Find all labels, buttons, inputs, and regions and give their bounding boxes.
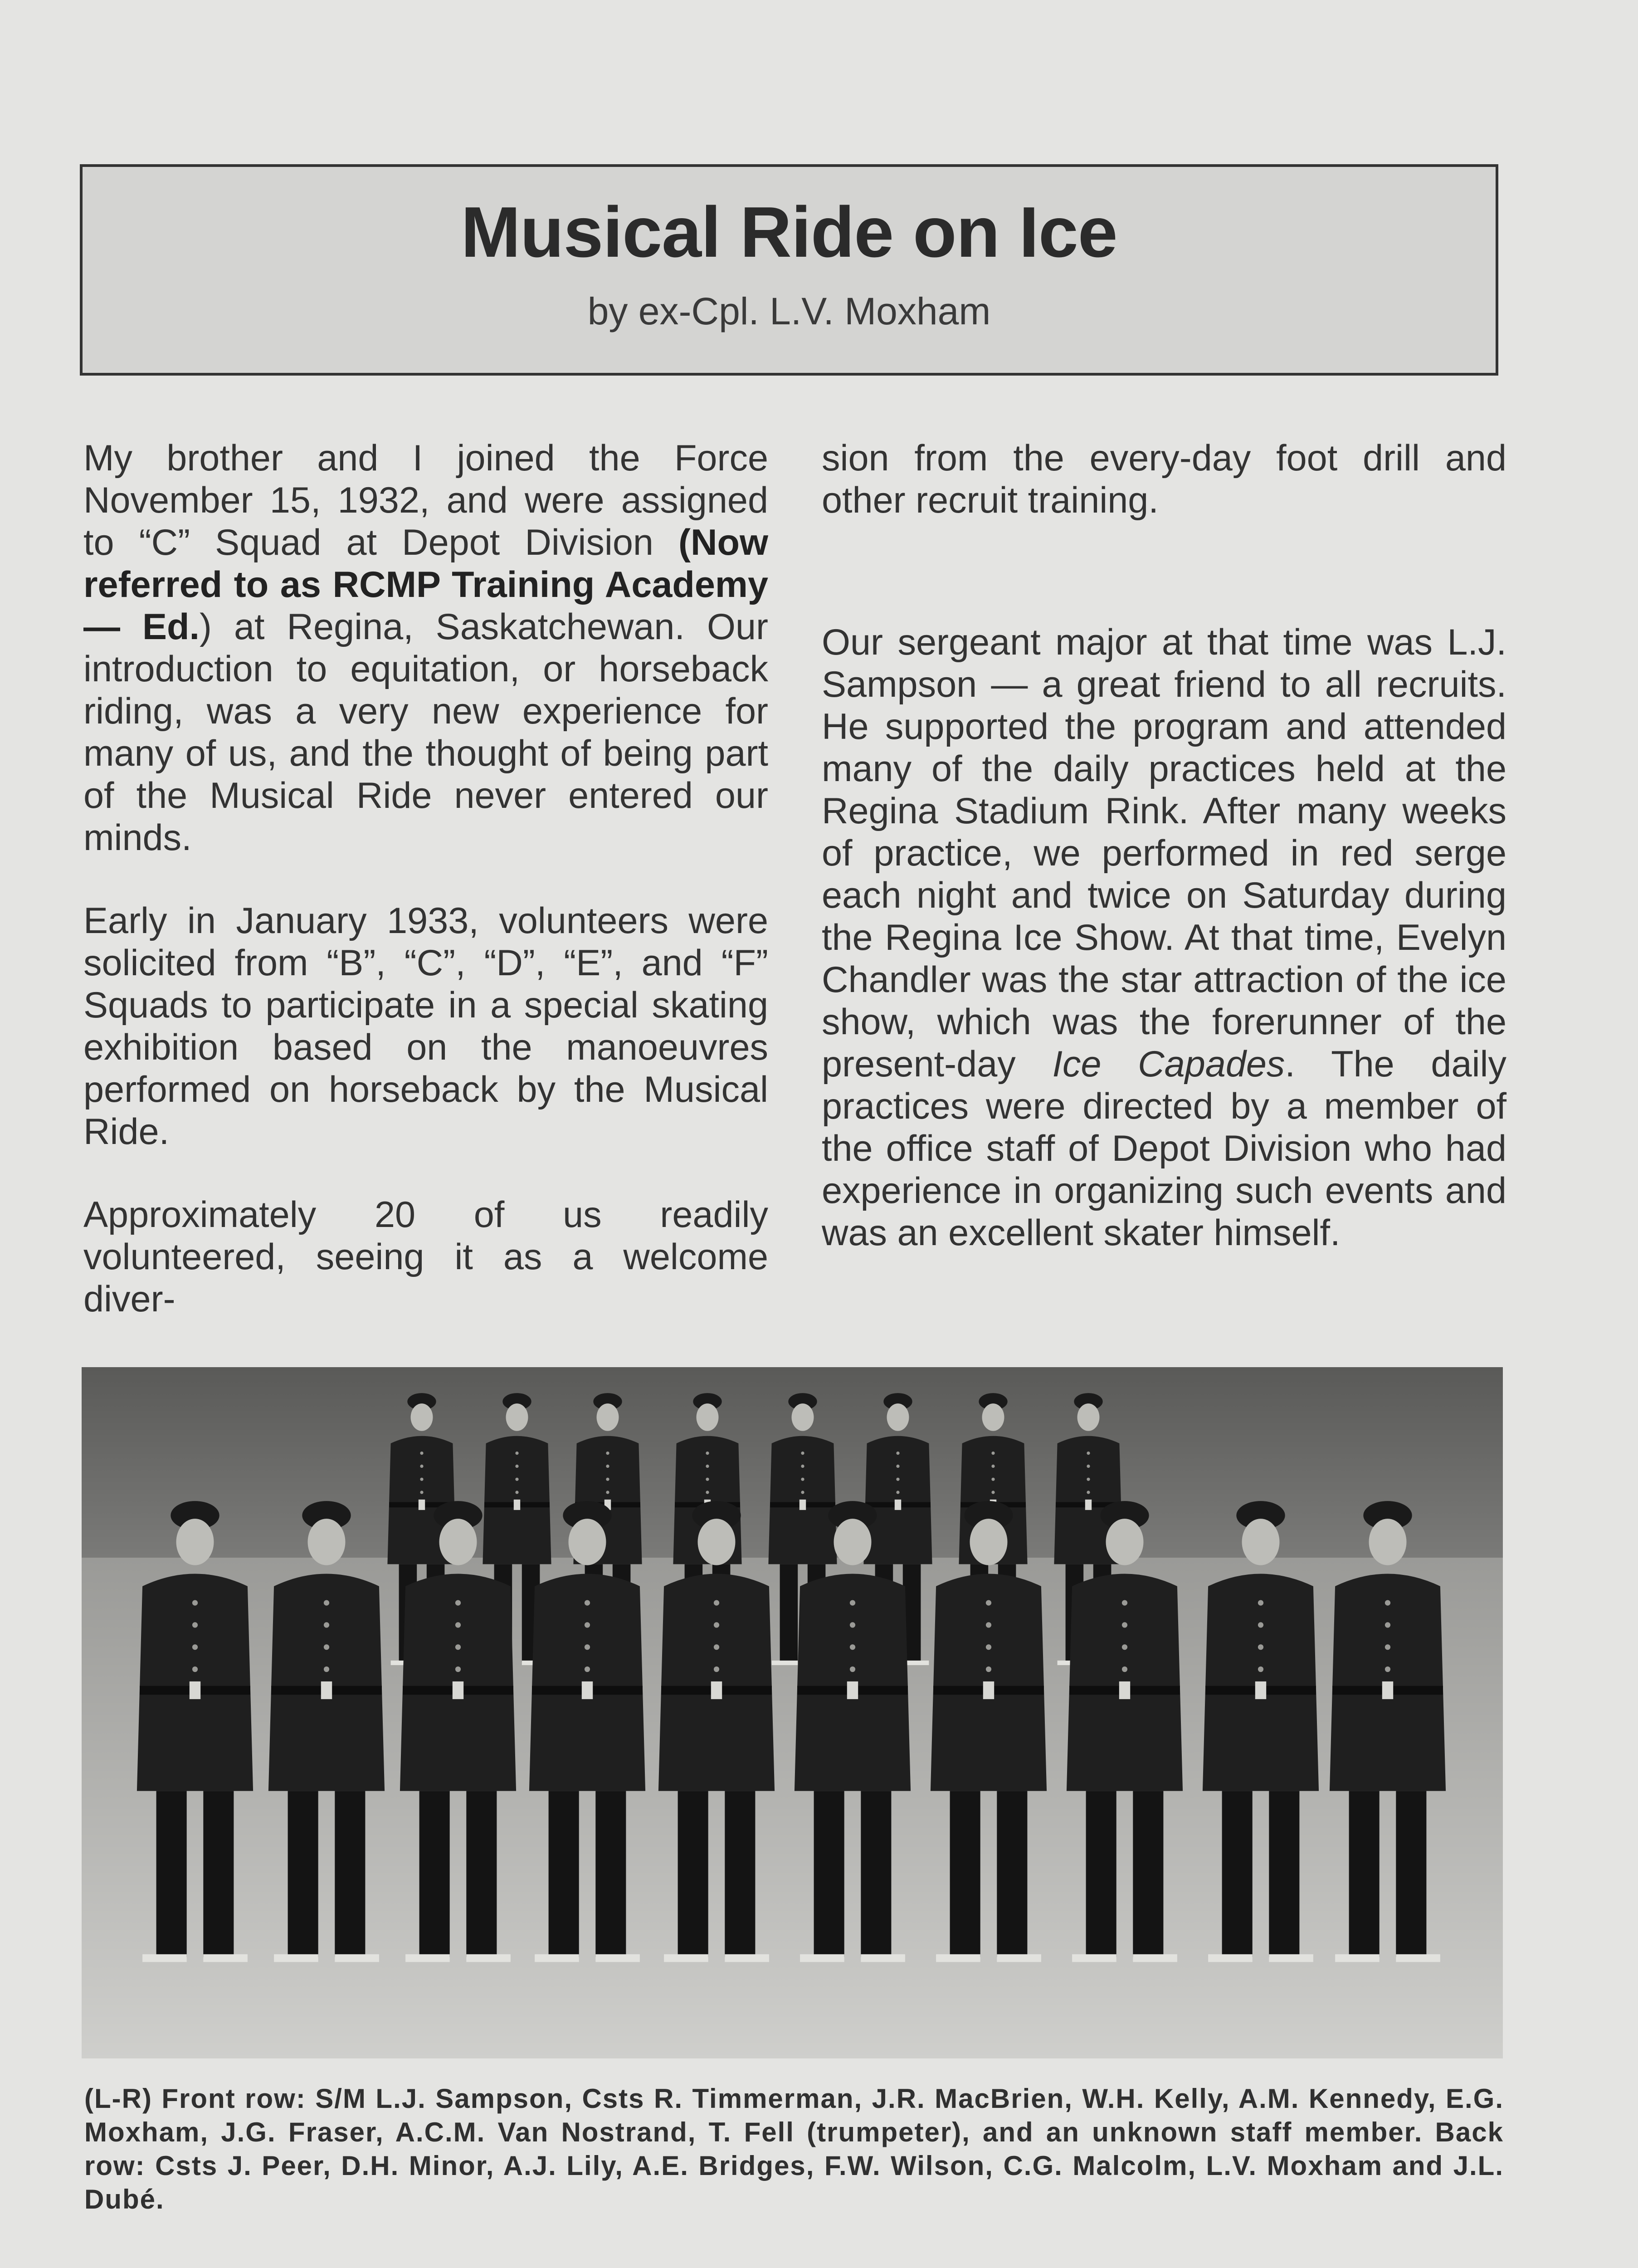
left-p1-text-b: ) at Regina, Saskatchewan. Our introduction to equitation, or horseback riding, was a very new experience for many of us, and the thought of being part of the Musical Ride never entered our minds.	[83, 606, 768, 858]
article-title: Musical Ride on Ice	[461, 192, 1117, 272]
editor-note-inline: (Now referred to as RCMP Training Academy — Ed.	[83, 522, 768, 647]
left-p1-text-a: My brother and I joined the Force November 15, 1932, and were assigned to “C” Squad at Depot Division	[83, 438, 768, 563]
right-p2-text-a: Our sergeant major at that time was L.J. Sampson — a great friend to all recruits. He supported the program and attended many of the daily practices held at the Regina Stadium Rink. After many weeks of practice, we performed in red serge each night and twice on Saturday during the Regina Ice Show. At that time, Evelyn Chandler was the star attraction of the ice show, which was the forerunner of the present-day	[822, 622, 1506, 1085]
right-paragraph-2	[822, 621, 1506, 1254]
title-box	[80, 164, 1498, 376]
left-paragraph-2: Early in January 1933, volunteers were solicited from “B”, “C”, “D”, “E”, and “F” Squads to participate in a special skating exhibition based on the manoeuvres performed on horseback by the Musical Ride.	[83, 900, 768, 1152]
right-paragraph-1: sion from the every-day foot drill and other recruit training.	[822, 438, 1506, 521]
left-paragraph-1	[83, 437, 768, 859]
article-byline: by ex-Cpl. L.V. Moxham	[587, 289, 991, 332]
right-column	[822, 437, 1506, 1254]
photo-caption: (L-R) Front row: S/M L.J. Sampson, Csts R. Timmerman, J.R. MacBrien, W.H. Kelly, A.M. Kennedy, E.G. Moxham, J.G. Fraser, A.C.M. Van Nostrand, T. Fell (trumpeter), and an unknown staff member. Back row: Csts J. Peer, D.H. Minor, A.J. Lily, A.E. Bridges, F.W. Wilson, C.G. Malcolm, L.V. Moxham and J.L. Dubé.	[84, 2083, 1504, 2214]
left-column	[83, 437, 768, 1320]
ice-capades-italic: Ice Capades	[1052, 1044, 1285, 1085]
group-photo	[82, 1367, 1503, 2058]
group-photo-icon	[82, 1367, 1503, 2058]
left-paragraph-3: Approximately 20 of us readily volunteered, seeing it as a welcome diver-	[83, 1194, 768, 1320]
paragraph-spacer	[822, 522, 1506, 621]
right-p2-text-b: . The daily practices were directed by a member of the office staff of Depot Division who had experience in organizing such events and was an excellent skater himself.	[822, 1044, 1507, 1253]
